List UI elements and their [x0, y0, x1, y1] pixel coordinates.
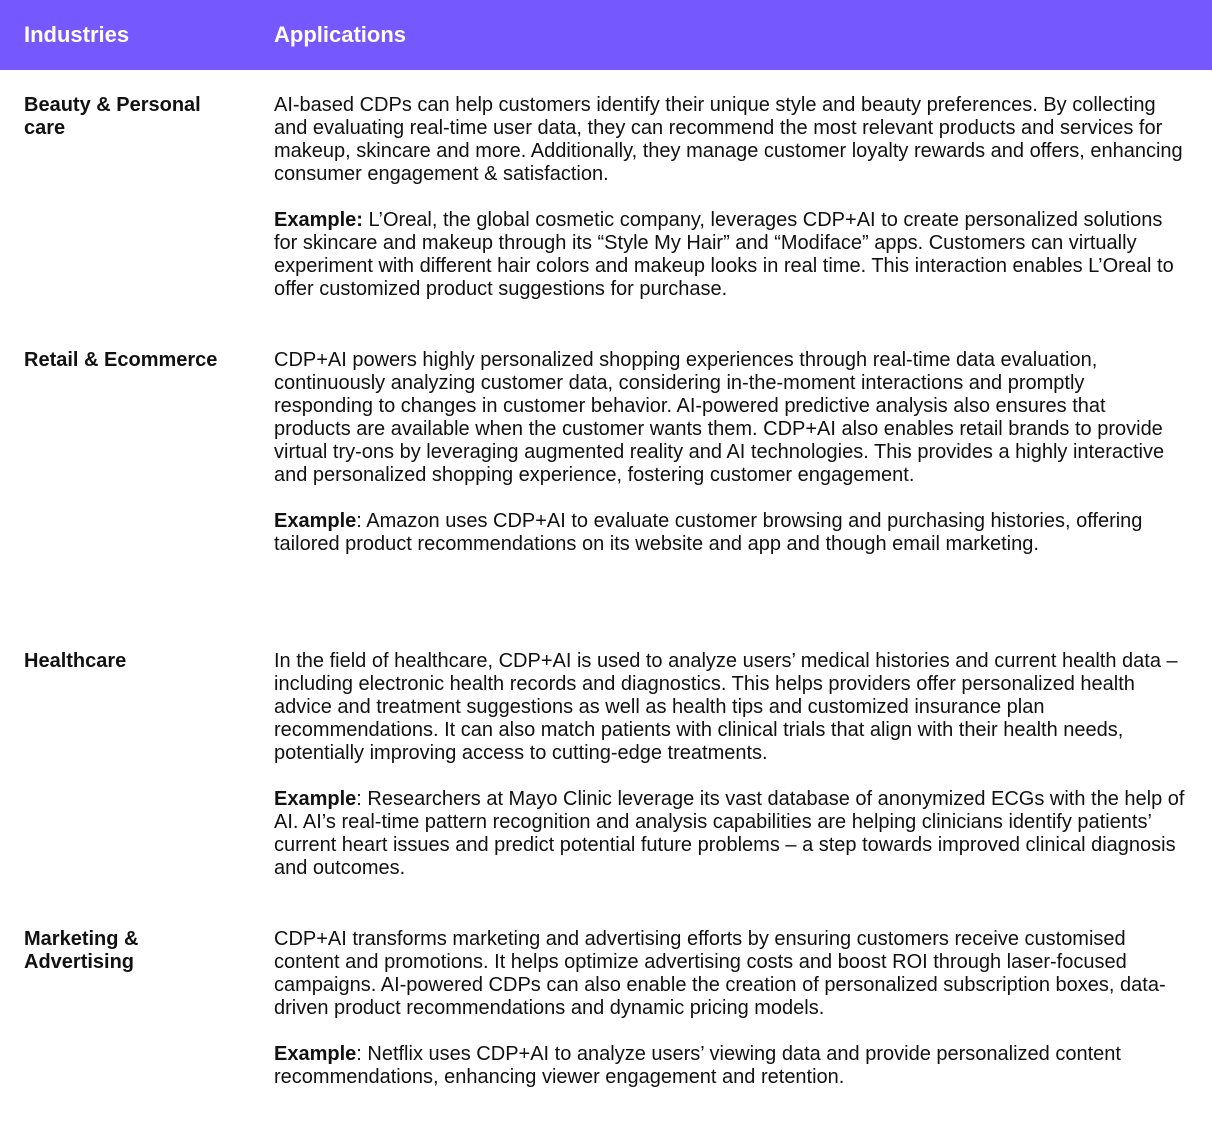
application-description: CDP+AI powers highly personalized shopping experiences through real-time data evaluation, continuously analyzing customer data, considering in-the-moment interactions and promptly responding to changes in customer behavior. AI-powered predictive analysis also ensures that products are available when the customer wants them. CDP+AI also enables retail brands to provide virtual try-ons by leveraging augmented reality and AI technologies. This provides a highly interactive and personalized shopping experience, fostering customer engagement.	[274, 349, 1165, 486]
example-text: : Netflix uses CDP+AI to analyze users’ viewing data and provide personalized content recommendations, enhancing viewer engagement and retention.	[274, 1043, 1121, 1088]
table-header	[0, 0, 1212, 70]
example-label: Example	[274, 1043, 357, 1065]
application-description: CDP+AI transforms marketing and advertising efforts by ensuring customers receive customised content and promotions. It helps optimize advertising costs and boost ROI through laser-focused campaigns. AI-powered CDPs can also enable the creation of personalized subscription boxes, data-driven product recommendations and dynamic pricing models.	[274, 928, 1166, 1019]
application-cell	[274, 94, 1186, 301]
application-cell	[274, 650, 1186, 880]
example-label: Example	[274, 788, 357, 810]
example-label: Example:	[274, 209, 363, 231]
example-text: : Amazon uses CDP+AI to evaluate customer browsing and purchasing histories, offering tailored product recommendations on its website and app and though email marketing.	[274, 510, 1143, 555]
application-description: AI-based CDPs can help customers identify their unique style and beauty preferences. By collecting and evaluating real-time user data, they can recommend the most relevant products and services for makeup, skincare and more. Additionally, they manage customer loyalty rewards and offers, enhancing consumer engagement & satisfaction.	[274, 94, 1183, 185]
example-text: : Researchers at Mayo Clinic leverage its vast database of anonymized ECGs with the help of AI. AI’s real-time pattern recognition and analysis capabilities are helping clinicians identify patients’ current heart issues and predict potential future problems – a step towards improved clinical diagnosis and outcomes.	[274, 788, 1185, 879]
application-example	[274, 1043, 1186, 1089]
column-header-applications: Applications	[274, 22, 407, 47]
column-header-industries: Industries	[24, 22, 130, 47]
application-cell	[274, 928, 1186, 1089]
industry-name: Marketing & Advertising	[24, 928, 139, 973]
application-example	[274, 510, 1186, 556]
industry-name: Beauty & Personal care	[24, 94, 201, 139]
industry-name: Retail & Ecommerce	[24, 349, 218, 371]
application-cell	[274, 349, 1186, 556]
industry-name: Healthcare	[24, 650, 127, 672]
example-label: Example	[274, 510, 357, 532]
application-example	[274, 209, 1186, 301]
example-text: L’Oreal, the global cosmetic company, leverages CDP+AI to create personalized solutions for skincare and makeup through its “Style My Hair” and “Modiface” apps. Customers can virtually experiment with different hair colors and makeup looks in real time. This interaction enables L’Oreal to offer customized product suggestions for purchase.	[274, 209, 1174, 300]
application-example	[274, 788, 1186, 880]
application-description: In the field of healthcare, CDP+AI is used to analyze users’ medical histories and current health data – including electronic health records and diagnostics. This helps providers offer personalized health advice and treatment suggestions as well as health tips and customized insurance plan recommendations. It can also match patients with clinical trials that align with their health needs, potentially improving access to cutting-edge treatments.	[274, 650, 1178, 764]
